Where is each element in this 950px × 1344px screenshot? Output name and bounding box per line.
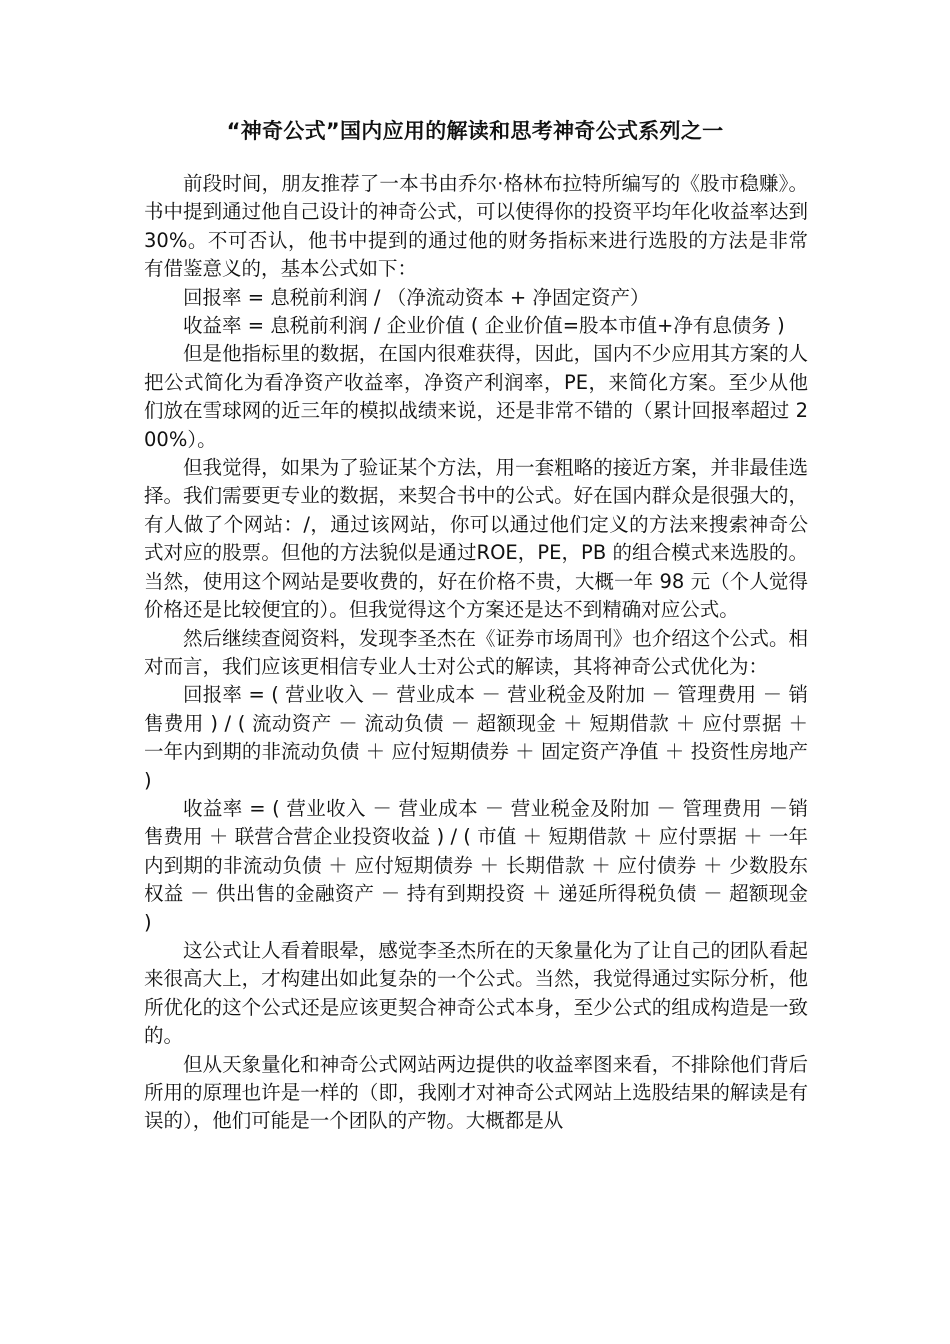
paragraph-comparison: 但从天象量化和神奇公式网站两边提供的收益率图来看，不排除他们背后所用的原理也许是一样的（即，我刚才对神奇公式网站上选股结果的解读是有误的），他们可能是一个团队的产物。大概都是从 [144, 1052, 808, 1133]
formula-earnings-yield: 收益率 = 息税前利润 / 企业价值 ( 企业价值=股本市值+净有息债务 ) [183, 314, 785, 338]
formula-optimized-return-rate: 回报率 = ( 营业收入 － 营业成本 － 营业税金及附加 － 管理费用 － 销售费用 ) / ( 流动资产 － 流动负债 － 超额现金 ＋ 短期借款 ＋ 应付票据 ＋ 一年内到期的非流动负债 ＋ 应付短期债券 ＋ 固定资产净值 ＋ 投资性房地产 ) [144, 683, 808, 792]
paragraph-domestic-data: 但是他指标里的数据，在国内很难获得，因此，国内不少应用其方案的人把公式简化为看净资产收益率，净资产利润率，PE，来简化方案。至少从他们放在雪球网的近三年的模拟战绩来说，还是非常不错的（累计回报率超过 200%）。 [144, 342, 808, 451]
paragraph-complexity: 这公式让人看着眼晕，感觉李圣杰所在的天象量化为了让自己的团队看起来很高大上，才构建出如此复杂的一个公式。当然，我觉得通过实际分析，他所优化的这个公式还是应该更契合神奇公式本身，至少公式的组成构造是一致的。 [144, 938, 808, 1048]
document-body [144, 170, 808, 1136]
paragraph-website: 但我觉得，如果为了验证某个方法，用一套粗略的接近方案，并非最佳选择。我们需要更专业的数据，来契合书中的公式。好在国内群众是很强大的，有人做了个网站：/，通过该网站，你可以通过他们定义的方法来搜索神奇公式对应的股票。但他的方法貌似是通过ROE，PE，PB 的组合模式来选股的。当然，使用这个网站是要收费的，好在价格不贵，大概一年 98 元（个人觉得价格还是比较便宜的）。但我觉得这个方案还是达不到精确对应公式。 [144, 456, 808, 622]
paragraph-intro: 前段时间，朋友推荐了一本书由乔尔·格林布拉特所编写的《股市稳赚》。书中提到通过他自己设计的神奇公式，可以使得你的投资平均年化收益率达到 30%。不可否认，他书中提到的通过他的财务指标来进行选股的方法是非常有借鉴意义的，基本公式如下： [144, 172, 808, 281]
paragraph-li-shengjie: 然后继续查阅资料，发现李圣杰在《证券市场周刊》也介绍这个公式。相对而言，我们应该更相信专业人士对公式的解读，其将神奇公式优化为： [144, 626, 808, 678]
formula-return-rate: 回报率 = 息税前利润 / （净流动资本 + 净固定资产） [183, 285, 650, 309]
formula-optimized-earnings-yield: 收益率 = ( 营业收入 － 营业成本 － 营业税金及附加 － 管理费用 －销售费用 ＋ 联营合营企业投资收益 ) / ( 市值 ＋ 短期借款 ＋ 应付票据 ＋ 一年内到期的非流动负债 ＋ 应付短期债券 ＋ 长期借款 ＋ 应付债券 ＋ 少数股东权益 － 供出售的金融资产 － 持有到期投资 ＋ 递延所得税负债 － 超额现金 ) [144, 796, 808, 934]
document-title: “神奇公式”国内应用的解读和思考神奇公式系列之一 [226, 119, 724, 143]
